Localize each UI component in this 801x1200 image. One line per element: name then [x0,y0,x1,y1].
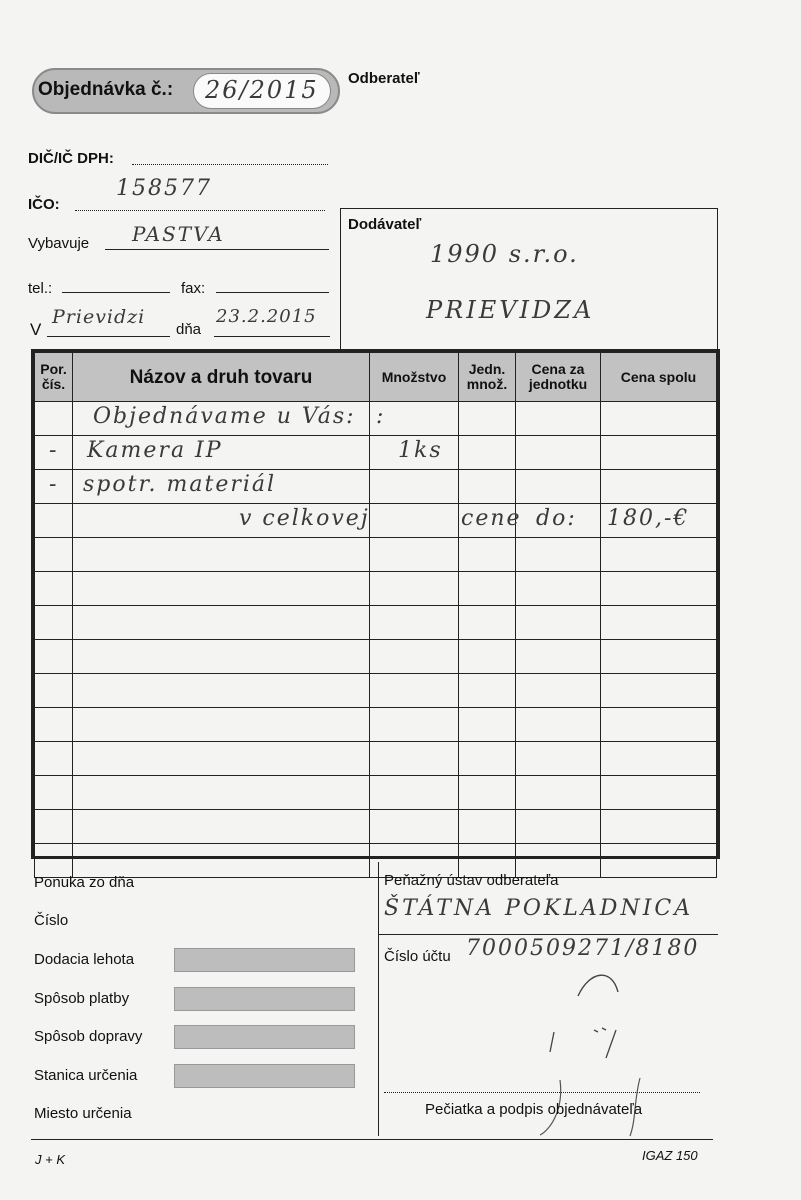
footer-divider [378,862,379,1136]
supplier-heading: Dodávateľ [348,216,422,233]
place-value: Prievidzi [52,306,146,328]
supplier-name: 1990 s.r.o. [430,240,579,268]
col-header-unit: Jedn. množ. [459,353,516,402]
cell-no [35,504,73,538]
cell-no [35,402,73,436]
cell-qty: : [370,402,459,436]
bottom-rule [31,1139,713,1140]
table-row [35,742,717,776]
date-label: dňa [176,321,202,338]
signature-line [384,1088,700,1093]
delivery-label: Dodacia lehota [34,951,135,968]
cell-name: v celkovej [73,504,370,538]
cell-unit [459,470,516,504]
cell-total: 180,-€ [601,504,717,538]
ico-value: 158577 [116,176,212,201]
table-row [35,538,717,572]
bank-label: Peňažný ústav odberateľa [384,872,559,889]
col-header-name: Názov a druh tovaru [73,353,370,402]
table-row [35,572,717,606]
tel-label: tel.: [28,280,53,297]
ico-label: IČO: [28,196,60,213]
number-label: Číslo [34,912,69,929]
payment-label: Spôsob platby [34,990,130,1007]
dic-field [132,150,328,165]
table-row [35,708,717,742]
col-header-unit-price: Cena za jednotku [516,353,601,402]
cell-unit-price [516,470,601,504]
table-row [35,844,717,878]
bank-value: ŠTÁTNA POKLADNICA [384,896,694,921]
dic-label: DIČ/IČ DPH: [28,150,114,167]
supplier-city: PRIEVIDZA [426,296,595,324]
tel-field [62,280,170,293]
fax-label: fax: [181,280,206,297]
order-number: 26/2015 [205,76,319,104]
delivery-field [174,948,355,972]
items-table [31,349,720,859]
table-row [35,504,717,538]
table-row [35,470,717,504]
col-header-qty: Množstvo [370,353,459,402]
cell-total [601,436,717,470]
cell-name: Objednávame u Vás: [73,402,370,436]
cell-total [601,402,717,436]
handled-by-value: PASTVA [132,222,225,246]
left-code: J + K [35,1152,65,1167]
payment-field [174,987,355,1011]
cell-unit-price [516,436,601,470]
col-header-total: Cena spolu [601,353,717,402]
cell-total [601,470,717,504]
cell-unit [459,436,516,470]
place-label: V [30,320,42,339]
account-label: Číslo účtu [384,948,451,965]
destination-label: Miesto určenia [34,1105,132,1122]
date-value: 23.2.2015 [216,306,317,327]
cell-unit-price [516,402,601,436]
table-header-row [35,353,717,402]
table-row [35,640,717,674]
cell-qty [370,504,459,538]
table-row [35,402,717,436]
handled-by-label: Vybavuje [28,235,90,252]
fax-field [216,280,329,293]
cell-qty: 1ks [370,436,459,470]
table-row [35,776,717,810]
bank-divider [378,934,718,935]
station-label: Stanica určenia [34,1067,138,1084]
cell-unit: cene [459,504,516,538]
stamp-label: Pečiatka a podpis objednávateľa [425,1101,643,1118]
form-code: IGAZ 150 [642,1148,698,1163]
offer-date-label: Ponuka zo dňa [34,874,135,891]
cell-name: spotr. materiál [73,470,370,504]
order-label: Objednávka č.: [38,79,174,100]
cell-no: - [35,470,73,504]
col-header-no: Por. čís. [35,353,73,402]
station-field [174,1064,355,1088]
table-row [35,674,717,708]
cell-qty [370,470,459,504]
cell-no: - [35,436,73,470]
cell-unit-price: do: [516,504,601,538]
transport-field [174,1025,355,1049]
cell-name: Kamera IP [73,436,370,470]
transport-label: Spôsob dopravy [34,1028,143,1045]
cell-unit [459,402,516,436]
customer-heading: Odberateľ [348,70,420,87]
table-row [35,810,717,844]
account-value: 7000509271/8180 [466,936,700,961]
table-row [35,606,717,640]
table-row [35,436,717,470]
